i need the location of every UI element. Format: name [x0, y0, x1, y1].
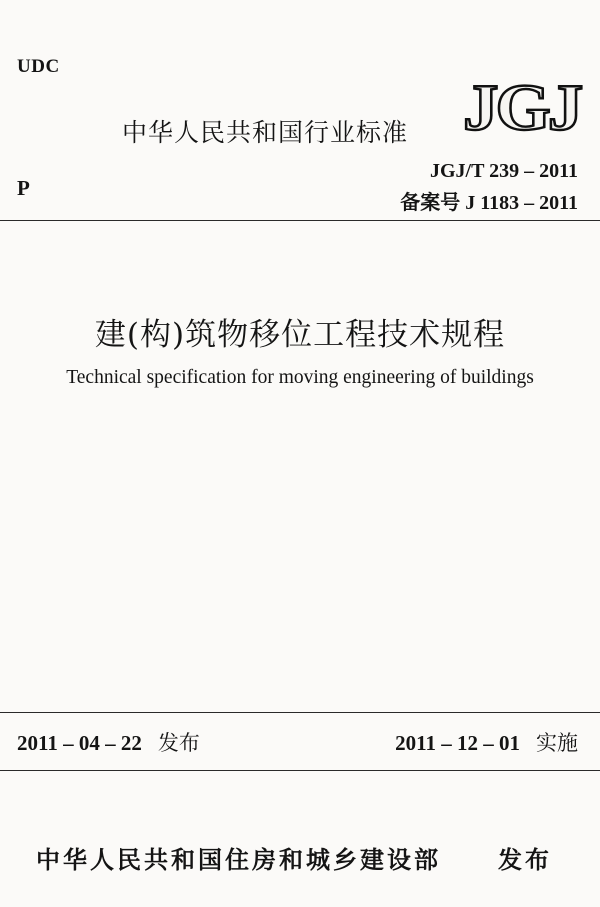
date-band-bottom-divider — [0, 770, 600, 771]
issuing-authority: 中华人民共和国住房和城乡建设部 — [36, 846, 441, 874]
standard-type-heading: 中华人民共和国行业标准 — [122, 118, 409, 147]
issue-date-block — [17, 727, 200, 757]
top-divider — [0, 220, 600, 221]
classification-letter: P — [17, 176, 30, 200]
implement-label: 实施 — [536, 731, 578, 755]
issue-date: 2011 – 04 – 22 — [17, 731, 142, 755]
date-band-top-divider — [0, 712, 600, 713]
implement-date: 2011 – 12 – 01 — [395, 731, 520, 755]
title-chinese: 建(构)筑物移位工程技术规程 — [94, 317, 506, 353]
title-english: Technical specification for moving engineering of buildings — [66, 367, 534, 388]
jgj-series-logo: JGJ — [463, 72, 581, 145]
record-number: 备案号 J 1183 – 2011 — [400, 192, 578, 214]
standard-code: JGJ/T 239 – 2011 — [430, 160, 578, 182]
issue-label: 发布 — [157, 731, 200, 755]
udc-label: UDC — [17, 56, 60, 77]
issuing-action: 发布 — [498, 846, 552, 874]
implement-date-block — [395, 727, 578, 757]
